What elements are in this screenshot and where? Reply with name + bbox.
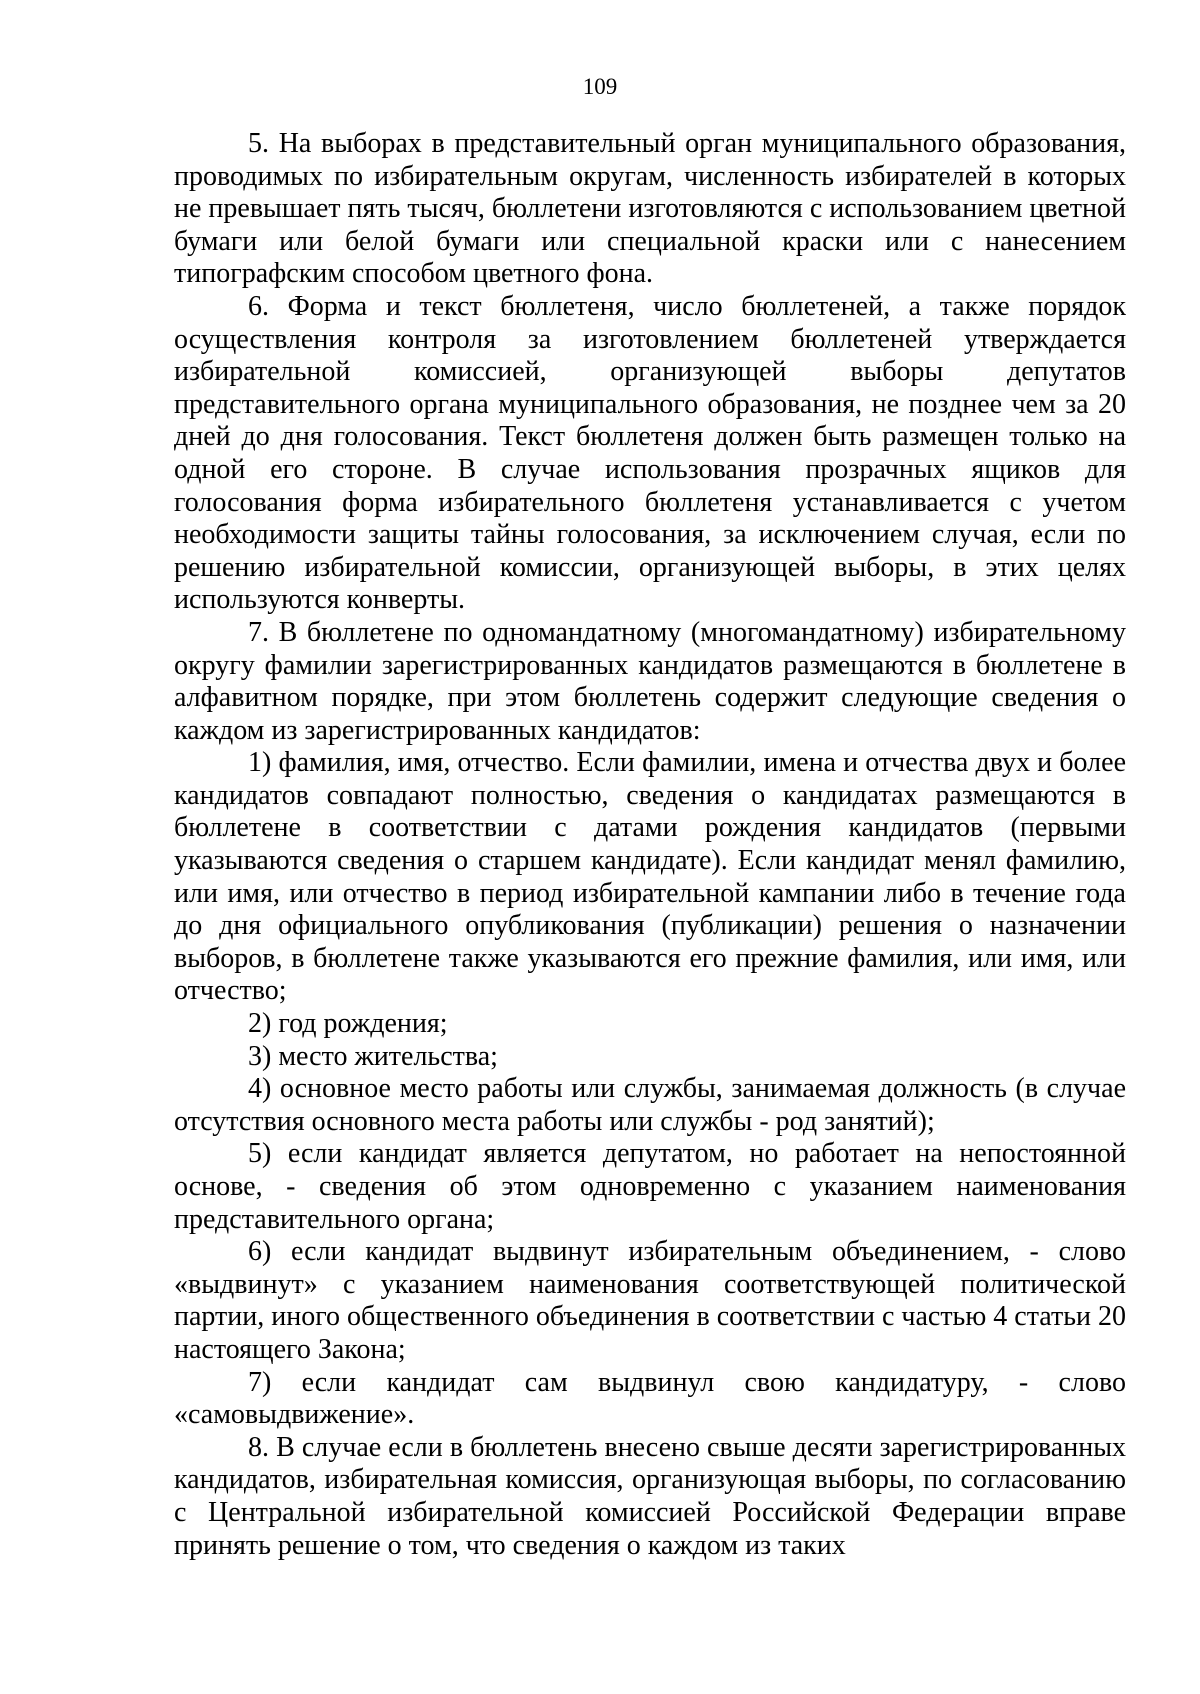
paragraph-item-8: 8. В случае если в бюллетень внесено свыше десяти зарегистрированных кандидатов, избирательная комиссия, организующая выборы, по согласованию с Центральной избирательной комиссией Российской Федерации вправе принять решение о том, что сведения о каждом из таких <box>174 1431 1126 1561</box>
paragraph-subitem-3: 3) место жительства; <box>248 1040 498 1072</box>
body-text <box>174 128 1126 1562</box>
paragraph-item-6: 6. Форма и текст бюллетеня, число бюллетеней, а также порядок осуществления контроля за изготовлением бюллетеней утверждается избирательной комиссией, организующей выборы депутатов представительного органа муниципального образования, не позднее чем за 20 дней до дня голосования. Текст бюллетеня должен быть размещен только на одной его стороне. В случае использования прозрачных ящиков для голосования форма избирательного бюллетеня устанавливается с учетом необходимости защиты тайны голосования, за исключением случая, если по решению избирательной комиссии, организующей выборы, в этих целях используются конверты. <box>174 290 1126 616</box>
paragraph-subitem-2: 2) год рождения; <box>248 1008 448 1040</box>
paragraph-item-5: 5. На выборах в представительный орган муниципального образования, проводимых по избирательным округам, численность избирателей в которых не превышает пять тысяч, бюллетени изготовляются с использованием цветной бумаги или белой бумаги или специальной краски или с нанесением типографским способом цветного фона. <box>174 128 1126 290</box>
paragraph-subitem-6: 6) если кандидат выдвинут избирательным объединением, - слово «выдвинут» с указанием наименования соответствующей политической партии, иного общественного объединения в соответствии с частью 4 статьи 20 настоящего Закона; <box>174 1236 1126 1365</box>
paragraph-item-7: 7. В бюллетене по одномандатному (многомандатному) избирательному округу фамилии зарегистрированных кандидатов размещаются в бюллетене в алфавитном порядке, при этом бюллетень содержит следующие сведения о каждом из зарегистрированных кандидатов: <box>174 616 1126 746</box>
paragraph-subitem-7: 7) если кандидат сам выдвинул свою кандидатуру, - слово «самовыдвижение». <box>174 1366 1126 1431</box>
paragraph-subitem-4: 4) основное место работы или службы, занимаемая должность (в случае отсутствия основного места работы или службы - род занятий); <box>174 1073 1126 1137</box>
paragraph-subitem-5: 5) если кандидат является депутатом, но работает на непостоянной основе, - сведения об этом одновременно с указанием наименования представительного органа; <box>174 1138 1126 1235</box>
paragraph-subitem-1: 1) фамилия, имя, отчество. Если фамилии, имена и отчества двух и более кандидатов совпадают полностью, сведения о кандидатах размещаются в бюллетене в соответствии с датами рождения кандидатов (первыми указываются сведения о старшем кандидате). Если кандидат менял фамилию, или имя, или отчество в период избирательной кампании либо в течение года до дня официального опубликования (публикации) решения о назначении выборов, в бюллетене также указываются его прежние фамилия, или имя, или отчество; <box>174 747 1126 1007</box>
page-number: 109 <box>582 74 618 99</box>
